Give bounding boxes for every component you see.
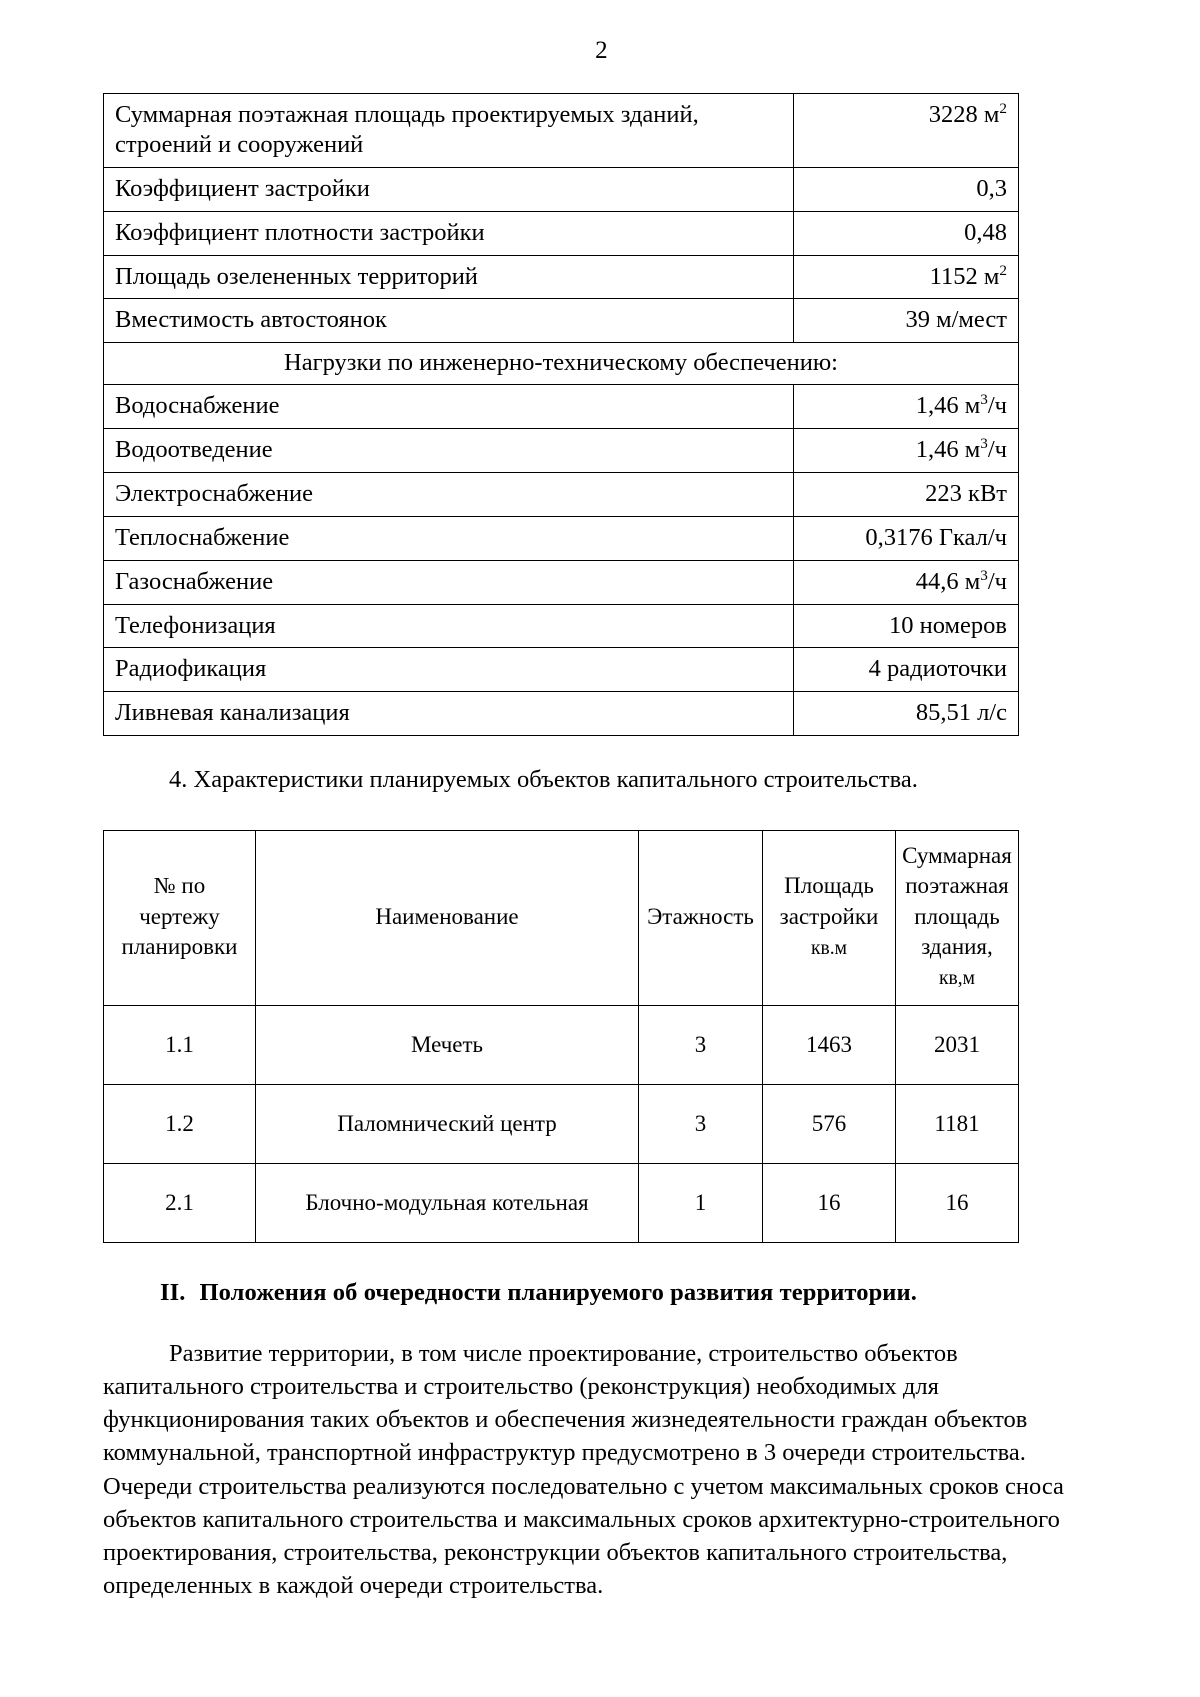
table-row (104, 385, 1019, 429)
indicator-value: 1152 $м^2$ (794, 255, 1019, 299)
indicator-value: 0,3 (794, 167, 1019, 211)
indicator-value: 223 кВт (794, 472, 1019, 516)
objects-table-head (104, 830, 1019, 1005)
indicator-label: Коэффициент плотности застройки (104, 211, 794, 255)
indicator-label: Водоотведение (104, 429, 794, 473)
indicator-value: 10 номеров (794, 604, 1019, 648)
table-row (104, 94, 1019, 168)
object-build-area: 16 (763, 1163, 896, 1242)
table-row (104, 1163, 1019, 1242)
object-build-area: 576 (763, 1084, 896, 1163)
header-name-label: Наименование (375, 903, 519, 929)
indicator-value: 0,3176 Гкал/ч (794, 516, 1019, 560)
objects-table (103, 830, 1019, 1243)
table-row (104, 1005, 1019, 1084)
object-floors: 3 (639, 1084, 763, 1163)
unit-exponent: 3 (980, 566, 988, 584)
unit-exponent: 2 (999, 261, 1007, 279)
indicator-value: 3228 $м^2$ (794, 94, 1019, 168)
object-total-area: 2031 (896, 1005, 1019, 1084)
objects-table-body (104, 1005, 1019, 1242)
header-build-area-line2: застройки (779, 903, 879, 929)
indicator-value: 1,46 $м^3/ч$ (794, 429, 1019, 473)
indicator-label: Теплоснабжение (104, 516, 794, 560)
indicator-label: Радиофикация (104, 648, 794, 692)
indicator-label: Площадь озелененных территорий (104, 255, 794, 299)
header-drawing-number-line2: чертежу (139, 903, 220, 929)
object-drawing-number: 2.1 (104, 1163, 256, 1242)
indicator-value: 85,51 л/с (794, 692, 1019, 736)
indicator-label: Телефонизация (104, 604, 794, 648)
object-build-area: 1463 (763, 1005, 896, 1084)
object-name: Мечеть (256, 1005, 639, 1084)
header-build-area (763, 830, 896, 1005)
indicator-value: 44,6 $м^3/ч$ (794, 560, 1019, 604)
table-row (104, 648, 1019, 692)
indicator-value: 0,48 (794, 211, 1019, 255)
indicator-label: Суммарная поэтажная площадь проектируемых зданий, строений и сооружений (104, 94, 794, 168)
header-total-area (896, 830, 1019, 1005)
table-row (104, 692, 1019, 736)
table-row (104, 604, 1019, 648)
indicators-section-heading: Нагрузки по инженерно-техническому обеспечению: (104, 343, 1019, 385)
header-drawing-number-line1: № по (153, 873, 206, 899)
indicator-value: 4 радиоточки (794, 648, 1019, 692)
object-total-area: 16 (896, 1163, 1019, 1242)
section-2-heading (103, 1279, 1100, 1307)
page-number: 2 (595, 37, 608, 64)
header-total-area-line1: Суммарная (902, 842, 1012, 868)
object-floors: 3 (639, 1005, 763, 1084)
indicator-value: 1,46 $м^3/ч$ (794, 385, 1019, 429)
objects-table-header-row (104, 830, 1019, 1005)
unit-exponent: 2 (999, 99, 1007, 117)
table-row (104, 211, 1019, 255)
table-row (104, 560, 1019, 604)
header-build-area-line1: Площадь (784, 873, 874, 899)
section-2-numeral: II. (160, 1278, 186, 1306)
section-2-paragraph: Развитие территории, в том числе проектирование, строительство объектов капитального строительства и строительство (реконструкция) необходимых для функционирования таких объектов и обеспечения жизнедеятельности граждан объектов коммунальной, транспортной инфраструктур предусмотрено в 3 очереди строительства. Очереди строительства реализуются последовательно с учетом максимальных сроков сноса объектов капитального строительства и максимальных сроков архитектурно-строительного проектирования, строительства, реконструкции объектов капитального строительства, определенных в каждой очереди строительства. (103, 1339, 1064, 1600)
unit-exponent: 3 (980, 434, 988, 452)
indicator-label: Электроснабжение (104, 472, 794, 516)
header-total-area-line3: площадь (914, 903, 1000, 929)
table-row (104, 429, 1019, 473)
header-build-area-line3: кв.м (811, 938, 847, 960)
indicator-value: 39 м/мест (794, 299, 1019, 343)
indicator-label: Газоснабжение (104, 560, 794, 604)
header-floors (639, 830, 763, 1005)
header-total-area-line5: кв,м (939, 968, 975, 990)
section-2-title: Положения об очередности планируемого развития территории. (199, 1278, 917, 1306)
table-row (104, 1084, 1019, 1163)
header-name (256, 830, 639, 1005)
indicators-table (103, 93, 1019, 736)
header-drawing-number (104, 830, 256, 1005)
object-total-area: 1181 (896, 1084, 1019, 1163)
object-drawing-number: 1.2 (104, 1084, 256, 1163)
header-total-area-line4: здания, (921, 934, 993, 960)
header-floors-label: Этажность (647, 903, 754, 929)
section-4-heading: 4. Характеристики планируемых объектов капитального строительства. (169, 766, 918, 794)
object-name: Паломнический центр (256, 1084, 639, 1163)
table-row (104, 167, 1019, 211)
header-drawing-number-line3: планировки (121, 934, 238, 960)
table-row (104, 343, 1019, 385)
object-drawing-number: 1.1 (104, 1005, 256, 1084)
indicators-table-body (104, 94, 1019, 736)
header-total-area-line2: поэтажная (905, 873, 1009, 899)
indicator-label: Водоснабжение (104, 385, 794, 429)
object-name: Блочно-модульная котельная (256, 1163, 639, 1242)
table-row (104, 299, 1019, 343)
unit-exponent: 3 (980, 390, 988, 408)
indicator-label: Вместимость автостоянок (104, 299, 794, 343)
table-row (104, 516, 1019, 560)
object-floors: 1 (639, 1163, 763, 1242)
indicator-label: Коэффициент застройки (104, 167, 794, 211)
table-row (104, 472, 1019, 516)
indicator-label: Ливневая канализация (104, 692, 794, 736)
table-row (104, 255, 1019, 299)
